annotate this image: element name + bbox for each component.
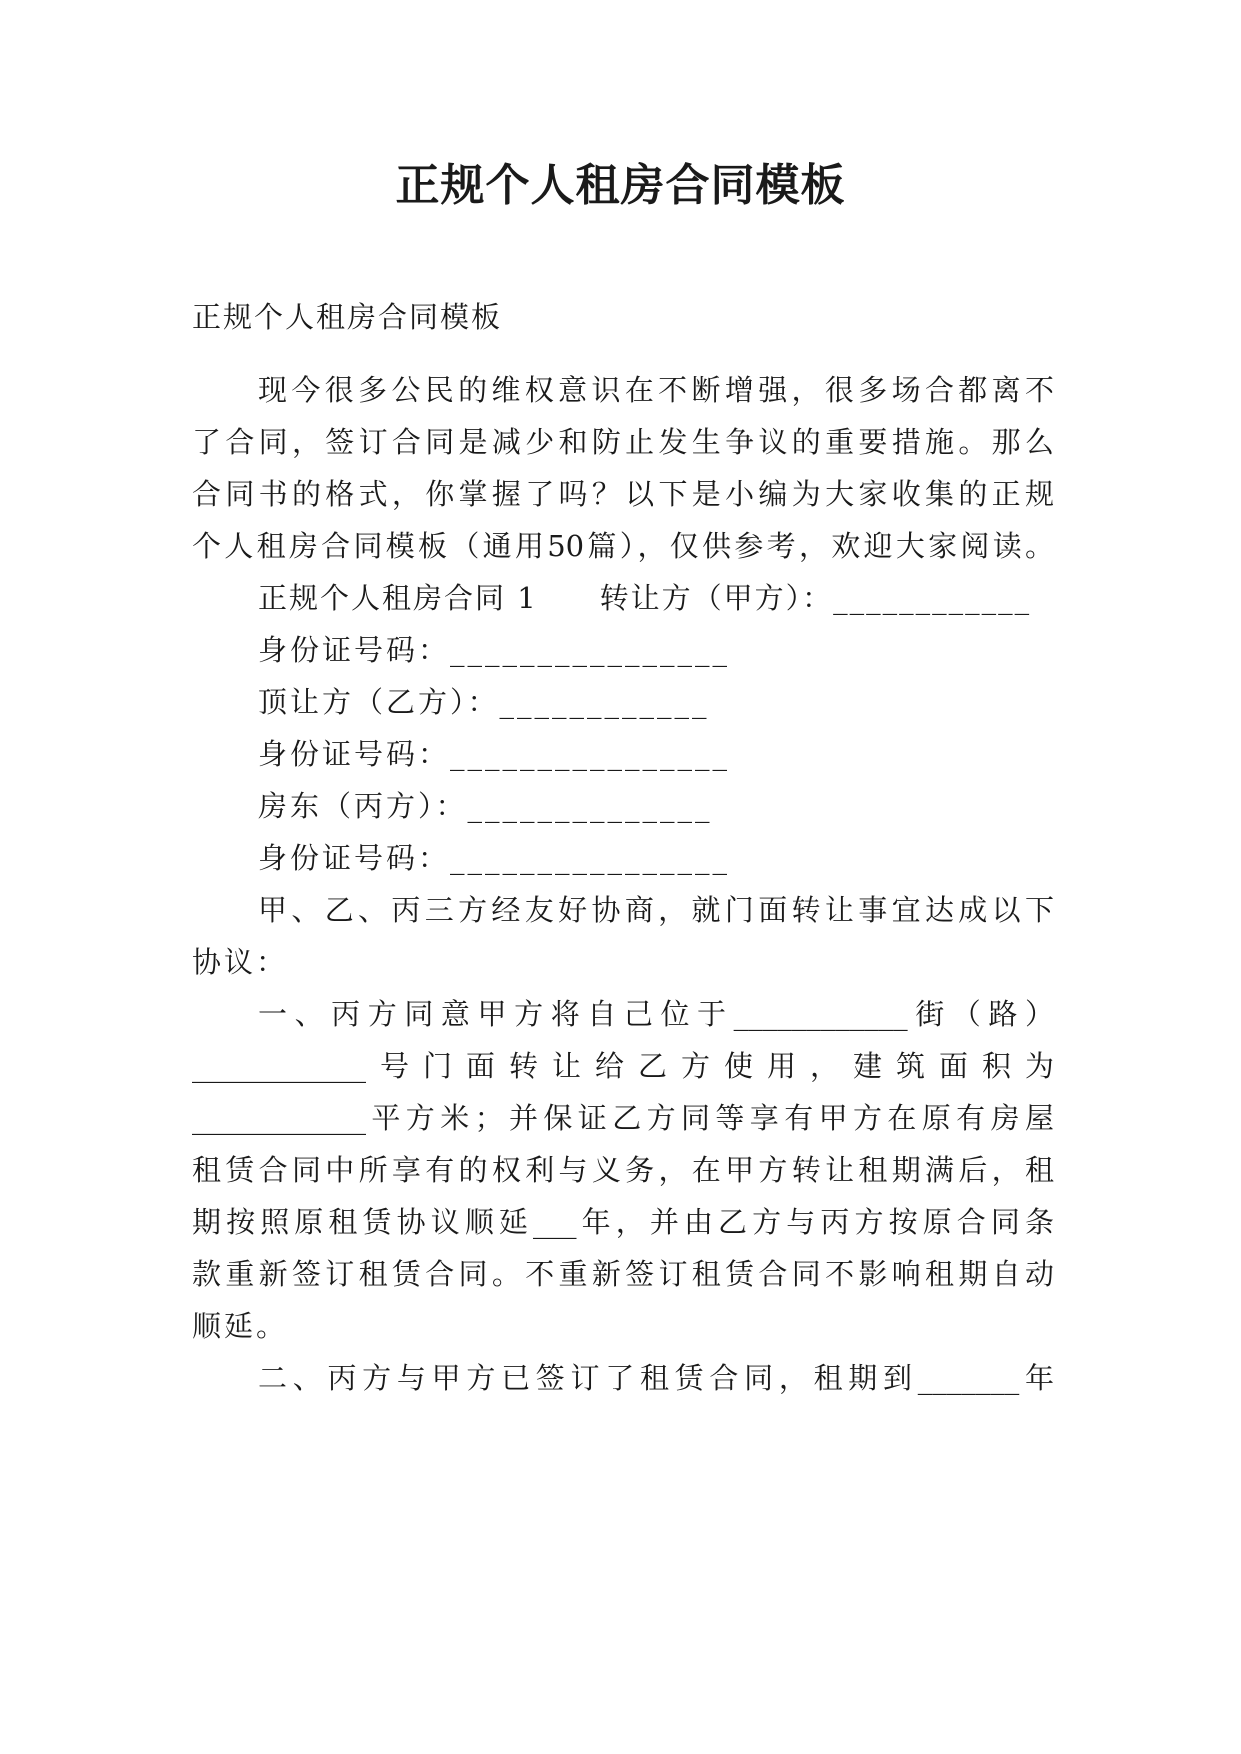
field-line: 顶让方（乙方）：____________ <box>258 685 710 719</box>
contract-heading-line: 正规个人租房合同 1 转让方（甲方）：____________ <box>258 581 1032 615</box>
paragraph-line: 个人租房合同模板（通用50篇），仅供参考，欢迎大家阅读。 <box>192 529 1054 563</box>
clause-line: 一、丙方同意甲方将自己位于____________街（路） <box>258 997 1054 1031</box>
clause-line: ____________号门面转让给乙方使用，建筑面积为 <box>192 1049 1054 1083</box>
paragraph-line: 现今很多公民的维权意识在不断增强，很多场合都离不 <box>258 373 1054 407</box>
clause-line: 租赁合同中所享有的权利与义务，在甲方转让租期满后，租 <box>192 1153 1054 1187</box>
document-title: 正规个人租房合同模板 <box>395 160 846 211</box>
document-subtitle: 正规个人租房合同模板 <box>192 300 503 334</box>
paragraph-line: 合同书的格式，你掌握了吗？以下是小编为大家收集的正规 <box>192 477 1054 511</box>
paragraph-line: 了合同，签订合同是减少和防止发生争议的重要措施。那么 <box>192 425 1054 459</box>
paragraph-line: 协议： <box>192 945 289 979</box>
paragraph-line: 甲、乙、丙三方经友好协商，就门面转让事宜达成以下 <box>258 893 1054 927</box>
field-line: 身份证号码：________________ <box>258 841 731 875</box>
field-line: 身份证号码：________________ <box>258 633 731 667</box>
clause-line: 二、丙方与甲方已签订了租赁合同，租期到_______年 <box>258 1361 1054 1395</box>
clause-line: 期按照原租赁协议顺延___年，并由乙方与丙方按原合同条 <box>192 1205 1054 1239</box>
clause-line: 款重新签订租赁合同。不重新签订租赁合同不影响租期自动 <box>192 1257 1054 1291</box>
clause-line: 顺延。 <box>192 1309 289 1343</box>
clause-line: ____________平方米；并保证乙方同等享有甲方在原有房屋 <box>192 1101 1054 1135</box>
field-line: 身份证号码：________________ <box>258 737 731 771</box>
field-line: 房东（丙方）：______________ <box>258 789 713 823</box>
